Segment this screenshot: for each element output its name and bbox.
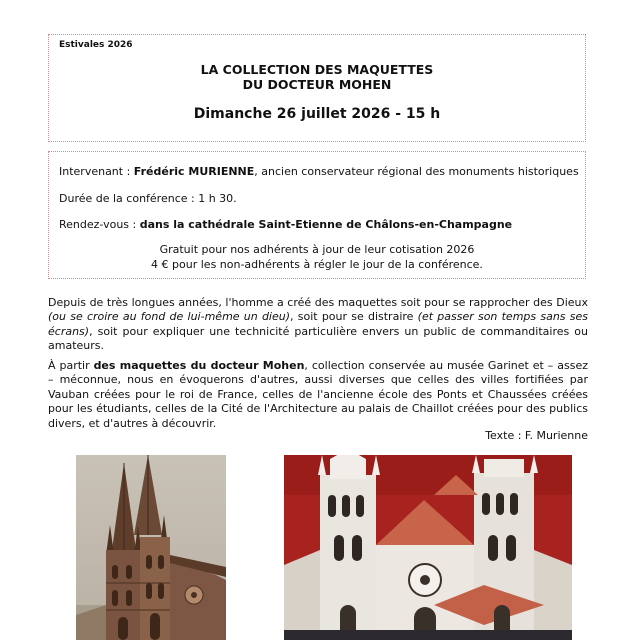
speaker-name: Frédéric MURIENNE	[133, 165, 255, 178]
p2-text-a: À partir	[48, 359, 94, 372]
p1-text-e: , soit pour expliquer une technicité particulière envers un public de commanditaires ou amateurs.	[48, 324, 588, 353]
white-cathedral-image	[284, 455, 572, 640]
p1-italic-b: (ou se croire au fond de lui-même un dieu)	[48, 310, 291, 324]
p1-text-a: Depuis de très longues années, l'homme a créé des maquettes soit pour se rapprocher des Dieux	[48, 296, 588, 309]
collection-paragraph	[48, 359, 588, 431]
p1-italic-d: (et passer son temps sans ses écrans)	[48, 310, 588, 338]
p2-bold-b: des maquettes du docteur Mohen	[93, 359, 305, 372]
spire-model-image	[76, 455, 226, 640]
speaker-label: Intervenant :	[59, 165, 134, 178]
header-box	[48, 34, 586, 142]
title-line-1: LA COLLECTION DES MAQUETTES	[200, 62, 434, 77]
author-credit: Texte : F. Murienne	[485, 429, 588, 442]
event-date: Dimanche 26 juillet 2026 - 15 h	[193, 106, 441, 122]
info-box	[48, 151, 586, 279]
p1-text-c: , soit pour se distraire	[290, 310, 418, 324]
price-nonmembers: 4 € pour les non-adhérents à régler le jour de la conférence.	[151, 258, 483, 271]
meeting-place: dans la cathédrale Saint-Etienne de Châlons-en-Champagne	[139, 218, 513, 231]
p2-text-c: , collection conservée au musée Garinet et – assez – méconnue, nous en évoquerons d'autres, aussi diverses que celles des villes fortifiées par Vauban créées pour le roi de France, celles de l'ancienne école des Ponts et Chaussées créées pour les étudiants, celles de la Cité de l'Architecture au palais de Chaillot créées pour des publics divers, et d'autres à découvrir.	[48, 359, 588, 430]
cathedral-model-photo-left	[76, 455, 226, 640]
speaker-line	[59, 165, 579, 178]
cathedral-model-photo-right	[284, 455, 572, 640]
price-members: Gratuit pour nos adhérents à jour de leur cotisation 2026	[159, 243, 475, 256]
title-line-2: DU DOCTEUR MOHEN	[242, 77, 392, 92]
speaker-desc: , ancien conservateur régional des monuments historiques	[254, 165, 579, 178]
duration-line: Durée de la conférence : 1 h 30.	[59, 192, 237, 205]
series-label: Estivales 2026	[59, 40, 133, 50]
meeting-label: Rendez-vous :	[59, 218, 140, 231]
meeting-line	[59, 218, 512, 231]
intro-paragraph	[48, 296, 588, 354]
